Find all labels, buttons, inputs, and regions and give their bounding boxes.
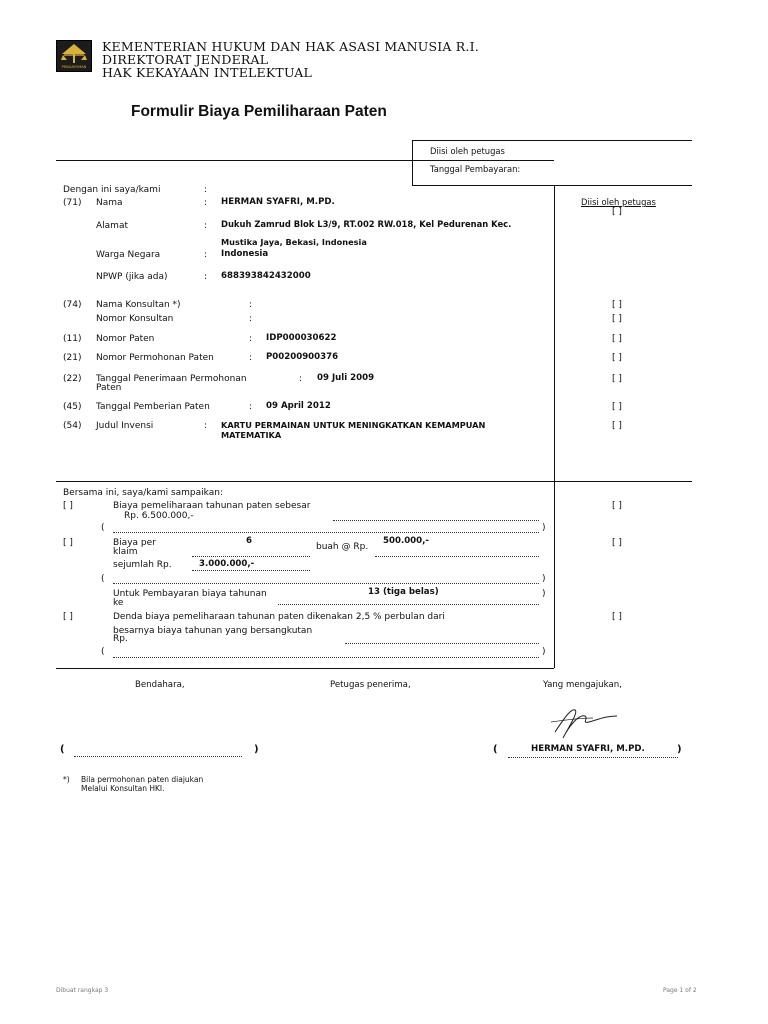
patent-number-value: IDP000030622 — [266, 333, 337, 343]
close-paren: ) — [542, 647, 546, 657]
code-71: (71) — [63, 198, 82, 208]
applicant-signature — [545, 702, 625, 742]
year-label-cont: ke — [113, 598, 124, 608]
item2-total: 3.000.000,- — [199, 559, 255, 569]
consultant-number-label: Nomor Konsultan — [96, 314, 174, 324]
patent-number-label: Nomor Paten — [96, 334, 155, 344]
fine-label: Denda biaya pemeliharaan tahunan paten dikenakan 2,5 % perbulan dari — [113, 612, 445, 622]
item1-amount-line — [333, 520, 539, 521]
colon: : — [249, 314, 253, 324]
logo-text: PENGAYOMAN — [61, 65, 87, 69]
fine-words-line — [113, 657, 539, 658]
footer-page-number: Page 1 of 2 — [663, 987, 697, 994]
close-paren: ) — [254, 744, 259, 755]
right-column-header: Diisi oleh petugas — [581, 197, 656, 207]
directorate-name: DIREKTORAT JENDERAL — [102, 52, 269, 67]
section-divider — [56, 481, 692, 482]
invention-title-value: KARTU PERMAINAN UNTUK MENINGKATKAN KEMAMPUAN — [221, 420, 486, 430]
code-11: (11) — [63, 334, 82, 344]
year-label: Untuk Pembayaran biaya tahunan — [113, 589, 267, 599]
officer-box-top-border — [412, 140, 692, 141]
item2-total-line — [192, 570, 310, 571]
colon: : — [249, 300, 253, 310]
close-paren: ) — [542, 589, 546, 599]
item1-words-line — [113, 532, 539, 533]
application-number-label: Nomor Permohonan Paten — [96, 353, 214, 363]
treasurer-signature-line — [74, 756, 242, 757]
colon: : — [204, 250, 208, 260]
applicant-label: Yang mengajukan, — [543, 680, 622, 690]
officer-checkbox[interactable]: [ ] — [612, 300, 622, 310]
address-label: Alamat — [96, 221, 128, 231]
note-marker: *) — [63, 775, 70, 784]
item1-amount: Rp. 6.500.000,- — [124, 511, 194, 521]
grant-date-label: Tanggal Pemberian Paten — [96, 402, 210, 412]
fine-amount-line — [345, 643, 539, 644]
form-title: Formulir Biaya Pemiliharaan Paten — [131, 103, 387, 120]
officer-checkbox[interactable]: [ ] — [612, 402, 622, 412]
colon: : — [204, 272, 208, 282]
directorate-subtitle: HAK KEKAYAAN INTELEKTUAL — [102, 65, 313, 80]
officer-box-bottom-border — [412, 185, 692, 186]
officer-checkbox[interactable]: [ ] — [612, 374, 622, 384]
ministry-name: KEMENTERIAN HUKUM DAN HAK ASASI MANUSIA R.I. — [102, 39, 479, 54]
officer-box-label: Diisi oleh petugas — [430, 146, 505, 156]
item2-words-line — [113, 583, 539, 584]
invention-title-value-cont: MATEMATIKA — [221, 430, 282, 440]
citizenship-label: Warga Negara — [96, 250, 161, 260]
claims-count: 6 — [246, 536, 252, 546]
year-line — [278, 604, 539, 605]
item2-total-label: sejumlah Rp. — [113, 560, 172, 570]
fine-label-cont: besarnya biaya tahunan yang bersangkutan — [113, 626, 313, 636]
application-number-value: P00200900376 — [266, 352, 339, 362]
consultant-name-label: Nama Konsultan *) — [96, 300, 181, 310]
officer-checkbox[interactable]: [ ] — [612, 421, 622, 431]
claim-rate: 500.000,- — [383, 536, 429, 546]
note-line2: Melalui Konsultan HKI. — [81, 784, 165, 793]
close-paren: ) — [542, 523, 546, 533]
item2-checkbox[interactable]: [ ] — [63, 538, 73, 548]
year-value: 13 (tiga belas) — [368, 587, 439, 597]
right-column-divider — [554, 185, 555, 482]
colon: : — [204, 198, 208, 208]
officer-checkbox[interactable]: [ ] — [612, 501, 622, 511]
officer-checkbox[interactable]: [ ] — [612, 207, 622, 217]
note-line1: Bila permohonan paten diajukan — [81, 775, 204, 784]
code-74: (74) — [63, 300, 82, 310]
form-top-rule — [56, 160, 554, 161]
open-paren: ( — [101, 523, 105, 533]
receipt-date-label: Tanggal Penerimaan Permohonan — [96, 374, 247, 384]
name-label: Nama — [96, 198, 123, 208]
colon: : — [249, 334, 253, 344]
item2-label-cont: klaim — [113, 547, 138, 557]
npwp-value: 688393842432000 — [221, 271, 311, 281]
address-value-line2: Mustika Jaya, Bekasi, Indonesia — [221, 237, 367, 247]
colon: : — [204, 221, 208, 231]
open-paren: ( — [101, 647, 105, 657]
applicant-signature-name: HERMAN SYAFRI, M.PD. — [531, 744, 645, 754]
code-22: (22) — [63, 374, 82, 384]
item1-checkbox[interactable]: [ ] — [63, 501, 73, 511]
officer-checkbox[interactable]: [ ] — [612, 334, 622, 344]
item2-label: Biaya per — [113, 538, 156, 548]
fine-checkbox[interactable]: [ ] — [63, 612, 73, 622]
payment-right-divider — [554, 482, 555, 668]
open-paren: ( — [101, 574, 105, 584]
claim-rate-line — [375, 556, 539, 557]
claims-line — [192, 556, 310, 557]
colon: : — [204, 421, 208, 431]
invention-title-label: Judul Invensi — [96, 421, 154, 431]
applicant-signature-line — [508, 757, 678, 758]
colon: : — [299, 374, 303, 384]
item1-label: Biaya pemeliharaan tahunan paten sebesar — [113, 501, 311, 511]
treasurer-label: Bendahara, — [135, 680, 185, 690]
npwp-label: NPWP (jika ada) — [96, 272, 168, 282]
applicant-name-value: HERMAN SYAFRI, M.PD. — [221, 197, 335, 207]
receipt-date-label-cont: Paten — [96, 383, 122, 393]
code-45: (45) — [63, 402, 82, 412]
intro-label: Dengan ini saya/kami — [63, 185, 161, 195]
open-paren: ( — [60, 744, 65, 755]
close-paren: ) — [677, 744, 682, 755]
claims-unit: buah @ Rp. — [316, 542, 369, 552]
close-paren: ) — [542, 574, 546, 584]
payment-bottom-rule — [56, 668, 554, 669]
officer-checkbox[interactable]: [ ] — [612, 353, 622, 363]
code-21: (21) — [63, 353, 82, 363]
code-54: (54) — [63, 421, 82, 431]
colon: : — [249, 353, 253, 363]
payment-date-label: Tanggal Pembayaran: — [430, 164, 521, 174]
colon: : — [204, 185, 208, 195]
receipt-date-value: 09 Juli 2009 — [317, 373, 375, 383]
colon: : — [249, 402, 253, 412]
open-paren: ( — [493, 744, 498, 755]
officer-checkbox[interactable]: [ ] — [612, 612, 622, 622]
grant-date-value: 09 April 2012 — [266, 401, 331, 411]
officer-checkbox[interactable]: [ ] — [612, 314, 622, 324]
officer-checkbox[interactable]: [ ] — [612, 538, 622, 548]
ministry-logo — [56, 40, 92, 72]
officer-box-left-border — [412, 140, 413, 186]
fine-rp: Rp. — [113, 634, 128, 644]
officer-label: Petugas penerima, — [330, 680, 411, 690]
address-value-line1: Dukuh Zamrud Blok L3/9, RT.002 RW.018, Kel Pedurenan Kec. — [221, 219, 512, 229]
payment-intro: Bersama ini, saya/kami sampaikan: — [63, 488, 223, 498]
citizenship-value: Indonesia — [221, 249, 269, 259]
footer-copies: Dibuat rangkap 3 — [56, 987, 109, 994]
